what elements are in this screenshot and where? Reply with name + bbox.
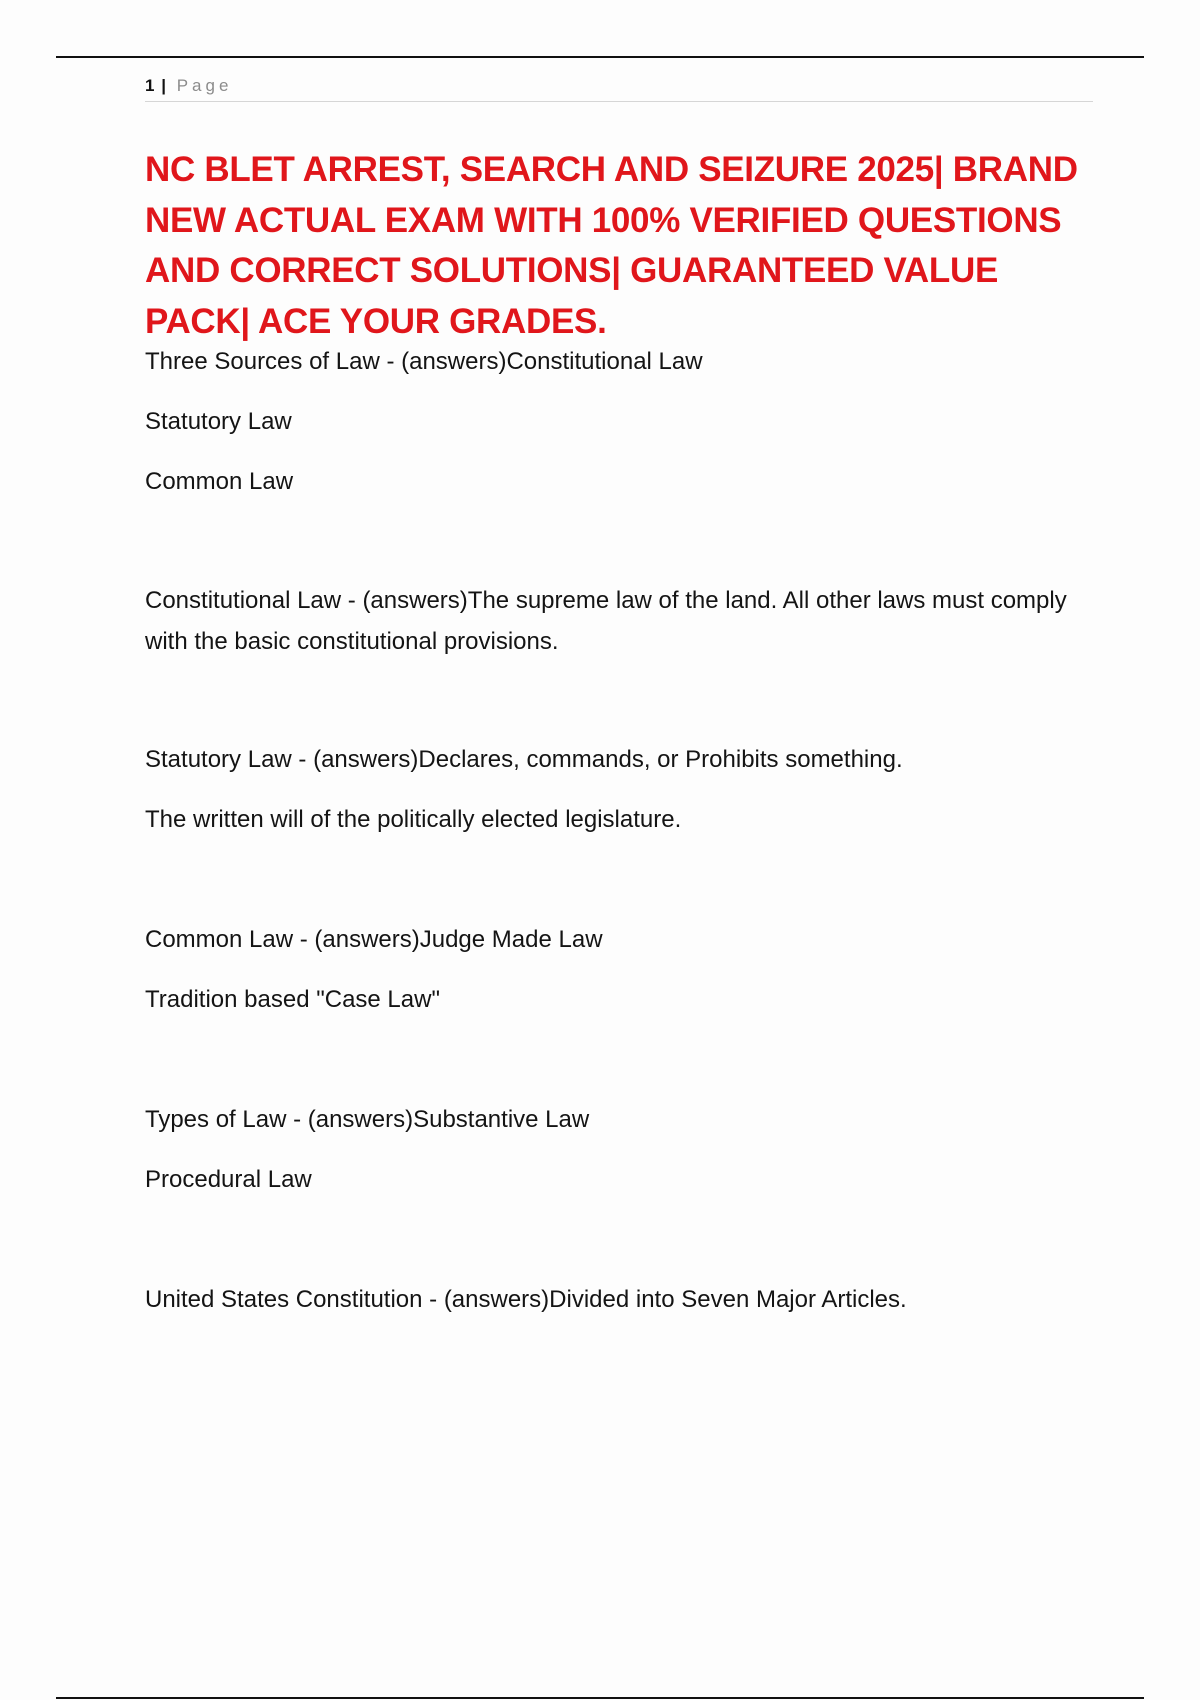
qa-common-law: Common Law - (answers)Judge Made Law	[145, 926, 603, 953]
qa-answer-line: The written will of the politically elected legislature.	[145, 806, 682, 833]
qa-constitutional-law: Constitutional Law - (answers)The supreme law of the land. All other laws must comply with the basic constitutional provisions.	[145, 587, 1067, 655]
qa-answer-line: Statutory Law	[145, 408, 292, 435]
qa-statutory-law: Statutory Law - (answers)Declares, commands, or Prohibits something.	[145, 746, 903, 773]
qa-answer-line: Tradition based "Case Law"	[145, 986, 440, 1013]
document-title: NC BLET ARREST, SEARCH AND SEIZURE 2025| BRAND NEW ACTUAL EXAM WITH 100% VERIFIED QUESTIONS AND CORRECT SOLUTIONS| GUARANTEED VALUE PACK| ACE YOUR GRADES.	[145, 150, 1078, 341]
qa-answer-line: Common Law	[145, 468, 294, 495]
top-border-rule	[56, 56, 1144, 58]
qa-types-of-law: Types of Law - (answers)Substantive Law	[145, 1106, 590, 1133]
page-number: 1	[145, 76, 155, 95]
page-header	[145, 74, 1093, 102]
qa-answer-line: Procedural Law	[145, 1166, 312, 1193]
page-separator: |	[161, 76, 166, 95]
qa-three-sources-of-law: Three Sources of Law - (answers)Constitutional Law	[145, 348, 703, 375]
page-label: Page	[176, 76, 233, 95]
bottom-border-rule	[56, 1697, 1144, 1699]
qa-united-states-constitution: United States Constitution - (answers)Divided into Seven Major Articles.	[145, 1286, 907, 1313]
